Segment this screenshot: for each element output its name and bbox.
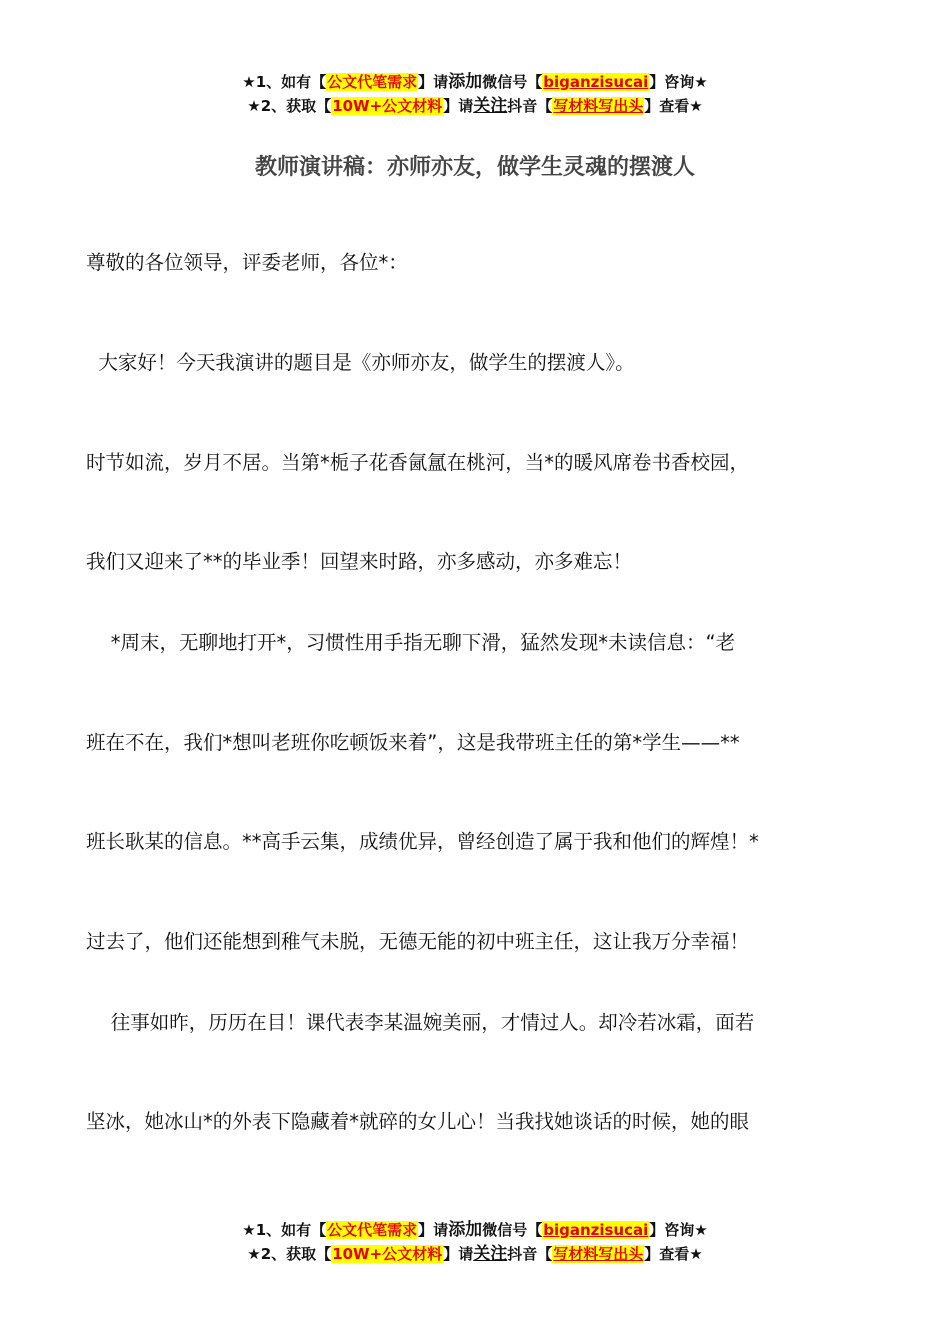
banner-emphasis: 添加 [448,72,483,92]
banner-emphasis: 关注 [473,96,508,116]
banner-text: ★1、如有【 [242,73,327,91]
banner-text: 抖音【 [507,97,553,115]
banner-text: 微信号【 [482,73,543,91]
banner-text: 微信号【 [482,1221,543,1239]
banner-line-1 [0,70,950,94]
banner-text: 】咨询★ [649,73,708,91]
body-line: 过去了，他们还能想到稚气未脱，无德无能的初中班主任，这让我万分幸福！ [86,930,750,953]
banner-emphasis: 关注 [473,1244,508,1264]
footer-banner [0,1218,950,1266]
body-line: 往事如昨，历历在目！课代表李某温婉美丽，才情过人。却冷若冰霜，面若 [86,1011,755,1034]
banner-text: ★1、如有【 [242,1221,327,1239]
banner-line-2 [0,94,950,118]
wechat-id-link[interactable]: biganzisucai [543,73,649,91]
douyin-account-link[interactable]: 写材料写出头 [553,1245,644,1263]
header-banner [0,70,950,118]
banner-emphasis: 添加 [448,1220,483,1240]
banner-text: 】请 [443,97,474,115]
banner-text: 】查看★ [644,97,703,115]
banner-text: 】查看★ [644,1245,703,1263]
banner-line-1 [0,1218,950,1242]
banner-text: 】请 [418,1221,449,1239]
highlight-materials: 10W+公文材料 [332,1245,443,1263]
document-title: 教师演讲稿：亦师亦友，做学生灵魂的摆渡人 [254,155,695,180]
highlight-service: 公文代笔需求 [327,1221,418,1239]
highlight-service: 公文代笔需求 [327,73,418,91]
body-line: 班长耿某的信息。**高手云集，成绩优异，曾经创造了属于我和他们的辉煌！* [86,830,759,853]
douyin-account-link[interactable]: 写材料写出头 [553,97,644,115]
body-line: 班在不在，我们*想叫老班你吃顿饭来着”，这是我带班主任的第*学生——** [86,731,740,754]
banner-text: 】请 [443,1245,474,1263]
banner-text: 】咨询★ [649,1221,708,1239]
body-line: 尊敬的各位领导，评委老师，各位*： [86,251,408,274]
banner-text: ★2、获取【 [247,97,332,115]
highlight-materials: 10W+公文材料 [332,97,443,115]
banner-text: ★2、获取【 [247,1245,332,1263]
body-line: *周末，无聊地打开*，习惯性用手指无聊下滑，猛然发现*未读信息：“老 [86,631,736,654]
banner-text: 抖音【 [507,1245,553,1263]
body-line: 我们又迎来了**的毕业季！回望来时路，亦多感动，亦多难忘！ [86,550,633,573]
body-line: 大家好！今天我演讲的题目是《亦师亦友，做学生的摆渡人》。 [86,351,635,374]
body-line: 坚冰，她冰山*的外表下隐藏着*就碎的女儿心！当我找她谈话的时候，她的眼 [86,1110,750,1133]
banner-line-2 [0,1242,950,1266]
banner-text: 】请 [418,73,449,91]
body-line: 时节如流，岁月不居。当第*栀子花香氤氲在桃河，当*的暖风席卷书香校园， [86,451,750,474]
wechat-id-link[interactable]: biganzisucai [543,1221,649,1239]
